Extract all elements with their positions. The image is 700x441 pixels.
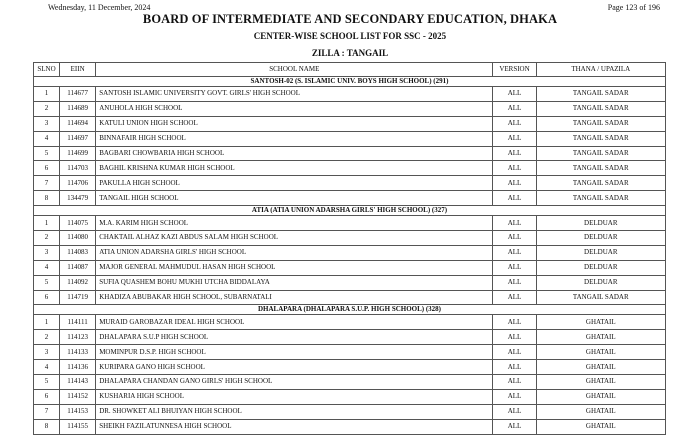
school-name-cell: SANTOSH ISLAMIC UNIVERSITY GOVT. GIRLS' HIGH SCHOOL: [96, 87, 493, 102]
center-group-row: [34, 77, 666, 87]
version-cell: ALL: [493, 360, 536, 375]
print-date: Wednesday, 11 December, 2024: [48, 3, 151, 12]
thana-cell: GHATAIL: [536, 315, 665, 330]
slno-cell: 3: [34, 116, 60, 131]
eiin-cell: 134479: [60, 191, 96, 206]
slno-cell: 1: [34, 87, 60, 102]
school-name-cell: BINNAFAIR HIGH SCHOOL: [96, 131, 493, 146]
eiin-cell: 114697: [60, 131, 96, 146]
school-name-cell: MAJOR GENERAL MAHMUDUL HASAN HIGH SCHOOL: [96, 260, 493, 275]
slno-cell: 7: [34, 176, 60, 191]
eiin-cell: 114152: [60, 389, 96, 404]
eiin-cell: 114153: [60, 404, 96, 419]
center-group-row: [34, 206, 666, 216]
school-name-cell: DR. SHOWKET ALI BHUIYAN HIGH SCHOOL: [96, 404, 493, 419]
eiin-cell: 114689: [60, 101, 96, 116]
slno-cell: 8: [34, 191, 60, 206]
version-cell: ALL: [493, 216, 536, 231]
column-header-version: VERSION: [493, 63, 536, 77]
table-row: [34, 275, 666, 290]
version-cell: ALL: [493, 101, 536, 116]
school-table: [33, 62, 666, 435]
table-row: [34, 260, 666, 275]
table-row: [34, 161, 666, 176]
version-cell: ALL: [493, 131, 536, 146]
version-cell: ALL: [493, 191, 536, 206]
eiin-cell: 114123: [60, 330, 96, 345]
version-cell: ALL: [493, 345, 536, 360]
center-name: SANTOSH-02 (S. ISLAMIC UNIV. BOYS HIGH SCHOOL) (291): [34, 77, 666, 87]
table-row: [34, 330, 666, 345]
slno-cell: 1: [34, 216, 60, 231]
table-row: [34, 216, 666, 231]
table-body: [34, 77, 666, 435]
school-name-cell: CHAKTAIL ALHAZ KAZI ABDUS SALAM HIGH SCHOOL: [96, 231, 493, 246]
table-row: [34, 389, 666, 404]
table-row: [34, 404, 666, 419]
version-cell: ALL: [493, 161, 536, 176]
version-cell: ALL: [493, 116, 536, 131]
slno-cell: 8: [34, 419, 60, 434]
version-cell: ALL: [493, 419, 536, 434]
version-cell: ALL: [493, 260, 536, 275]
thana-cell: GHATAIL: [536, 419, 665, 434]
eiin-cell: 114080: [60, 231, 96, 246]
slno-cell: 6: [34, 290, 60, 305]
school-name-cell: SHEIKH FAZILATUNNESA HIGH SCHOOL: [96, 419, 493, 434]
slno-cell: 2: [34, 231, 60, 246]
zilla-heading: ZILLA : TANGAIL: [311, 48, 389, 58]
thana-cell: GHATAIL: [536, 345, 665, 360]
school-name-cell: DHALAPARA S.U.P HIGH SCHOOL: [96, 330, 493, 345]
thana-cell: DELDUAR: [536, 245, 665, 260]
column-header-thana: THANA / UPAZILA: [536, 63, 665, 77]
table-row: [34, 375, 666, 390]
table-row: [34, 315, 666, 330]
table-row: [34, 290, 666, 305]
table-header: [34, 63, 666, 77]
school-name-cell: KHADIZA ABUBAKAR HIGH SCHOOL, SUBARNATALI: [96, 290, 493, 305]
eiin-cell: 114699: [60, 146, 96, 161]
thana-cell: TANGAIL SADAR: [536, 101, 665, 116]
school-name-cell: PAKULLA HIGH SCHOOL: [96, 176, 493, 191]
table-row: [34, 419, 666, 434]
version-cell: ALL: [493, 330, 536, 345]
slno-cell: 3: [34, 345, 60, 360]
eiin-cell: 114087: [60, 260, 96, 275]
center-group-row: [34, 305, 666, 315]
thana-cell: GHATAIL: [536, 389, 665, 404]
school-name-cell: KATULI UNION HIGH SCHOOL: [96, 116, 493, 131]
eiin-cell: 114092: [60, 275, 96, 290]
version-cell: ALL: [493, 176, 536, 191]
thana-cell: TANGAIL SADAR: [536, 131, 665, 146]
school-name-cell: TANGAIL HIGH SCHOOL: [96, 191, 493, 206]
thana-cell: GHATAIL: [536, 360, 665, 375]
school-name-cell: SUFIA QUASHEM BOHU MUKHI UTCHA BIDDALAYA: [96, 275, 493, 290]
table-row: [34, 131, 666, 146]
version-cell: ALL: [493, 245, 536, 260]
thana-cell: TANGAIL SADAR: [536, 116, 665, 131]
slno-cell: 6: [34, 161, 60, 176]
version-cell: ALL: [493, 231, 536, 246]
school-name-cell: BAGBARI CHOWBARIA HIGH SCHOOL: [96, 146, 493, 161]
thana-cell: GHATAIL: [536, 404, 665, 419]
slno-cell: 2: [34, 330, 60, 345]
version-cell: ALL: [493, 275, 536, 290]
table-row: [34, 116, 666, 131]
table-row: [34, 146, 666, 161]
eiin-cell: 114719: [60, 290, 96, 305]
slno-cell: 4: [34, 360, 60, 375]
slno-cell: 5: [34, 146, 60, 161]
version-cell: ALL: [493, 146, 536, 161]
thana-cell: TANGAIL SADAR: [536, 176, 665, 191]
eiin-cell: 114694: [60, 116, 96, 131]
eiin-cell: 114111: [60, 315, 96, 330]
version-cell: ALL: [493, 290, 536, 305]
eiin-cell: 114703: [60, 161, 96, 176]
eiin-cell: 114075: [60, 216, 96, 231]
thana-cell: TANGAIL SADAR: [536, 191, 665, 206]
column-header-school-name: SCHOOL NAME: [96, 63, 493, 77]
thana-cell: GHATAIL: [536, 375, 665, 390]
school-name-cell: ATIA UNION ADARSHA GIRLS' HIGH SCHOOL: [96, 245, 493, 260]
slno-cell: 4: [34, 131, 60, 146]
column-header-slno: SLNO: [34, 63, 60, 77]
school-name-cell: MOMINPUR D.S.P. HIGH SCHOOL: [96, 345, 493, 360]
version-cell: ALL: [493, 315, 536, 330]
page-number: Page 123 of 196: [607, 3, 660, 12]
eiin-cell: 114083: [60, 245, 96, 260]
table-row: [34, 345, 666, 360]
column-header-eiin: EIIN: [60, 63, 96, 77]
slno-cell: 1: [34, 315, 60, 330]
version-cell: ALL: [493, 404, 536, 419]
table-row: [34, 360, 666, 375]
list-subtitle: CENTER-WISE SCHOOL LIST FOR SSC - 2025: [253, 31, 447, 41]
thana-cell: TANGAIL SADAR: [536, 161, 665, 176]
thana-cell: GHATAIL: [536, 330, 665, 345]
thana-cell: DELDUAR: [536, 216, 665, 231]
version-cell: ALL: [493, 87, 536, 102]
table-row: [34, 245, 666, 260]
school-name-cell: KUSHARIA HIGH SCHOOL: [96, 389, 493, 404]
version-cell: ALL: [493, 389, 536, 404]
board-title: BOARD OF INTERMEDIATE AND SECONDARY EDUCATION, DHAKA: [142, 12, 558, 26]
school-name-cell: MURAID GAROBAZAR IDEAL HIGH SCHOOL: [96, 315, 493, 330]
eiin-cell: 114136: [60, 360, 96, 375]
slno-cell: 4: [34, 260, 60, 275]
slno-cell: 7: [34, 404, 60, 419]
version-cell: ALL: [493, 375, 536, 390]
table-row: [34, 87, 666, 102]
slno-cell: 5: [34, 275, 60, 290]
table-row: [34, 176, 666, 191]
school-name-cell: ANUHOLA HIGH SCHOOL: [96, 101, 493, 116]
table-row: [34, 101, 666, 116]
slno-cell: 3: [34, 245, 60, 260]
thana-cell: TANGAIL SADAR: [536, 290, 665, 305]
center-name: ATIA (ATIA UNION ADARSHA GIRLS' HIGH SCHOOL) (327): [34, 206, 666, 216]
header-row: [34, 63, 666, 77]
school-name-cell: KURIPARA GANO HIGH SCHOOL: [96, 360, 493, 375]
thana-cell: TANGAIL SADAR: [536, 87, 665, 102]
thana-cell: TANGAIL SADAR: [536, 146, 665, 161]
center-name: DHALAPARA (DHALAPARA S.U.P. HIGH SCHOOL) (328): [34, 305, 666, 315]
school-name-cell: BAGHIL KRISHNA KUMAR HIGH SCHOOL: [96, 161, 493, 176]
thana-cell: DELDUAR: [536, 275, 665, 290]
eiin-cell: 114706: [60, 176, 96, 191]
eiin-cell: 114677: [60, 87, 96, 102]
slno-cell: 5: [34, 375, 60, 390]
school-name-cell: DHALAPARA CHANDAN GANO GIRLS' HIGH SCHOOL: [96, 375, 493, 390]
table-row: [34, 191, 666, 206]
thana-cell: DELDUAR: [536, 231, 665, 246]
eiin-cell: 114143: [60, 375, 96, 390]
eiin-cell: 114155: [60, 419, 96, 434]
slno-cell: 2: [34, 101, 60, 116]
thana-cell: DELDUAR: [536, 260, 665, 275]
slno-cell: 6: [34, 389, 60, 404]
table-row: [34, 231, 666, 246]
school-name-cell: M.A. KARIM HIGH SCHOOL: [96, 216, 493, 231]
eiin-cell: 114133: [60, 345, 96, 360]
